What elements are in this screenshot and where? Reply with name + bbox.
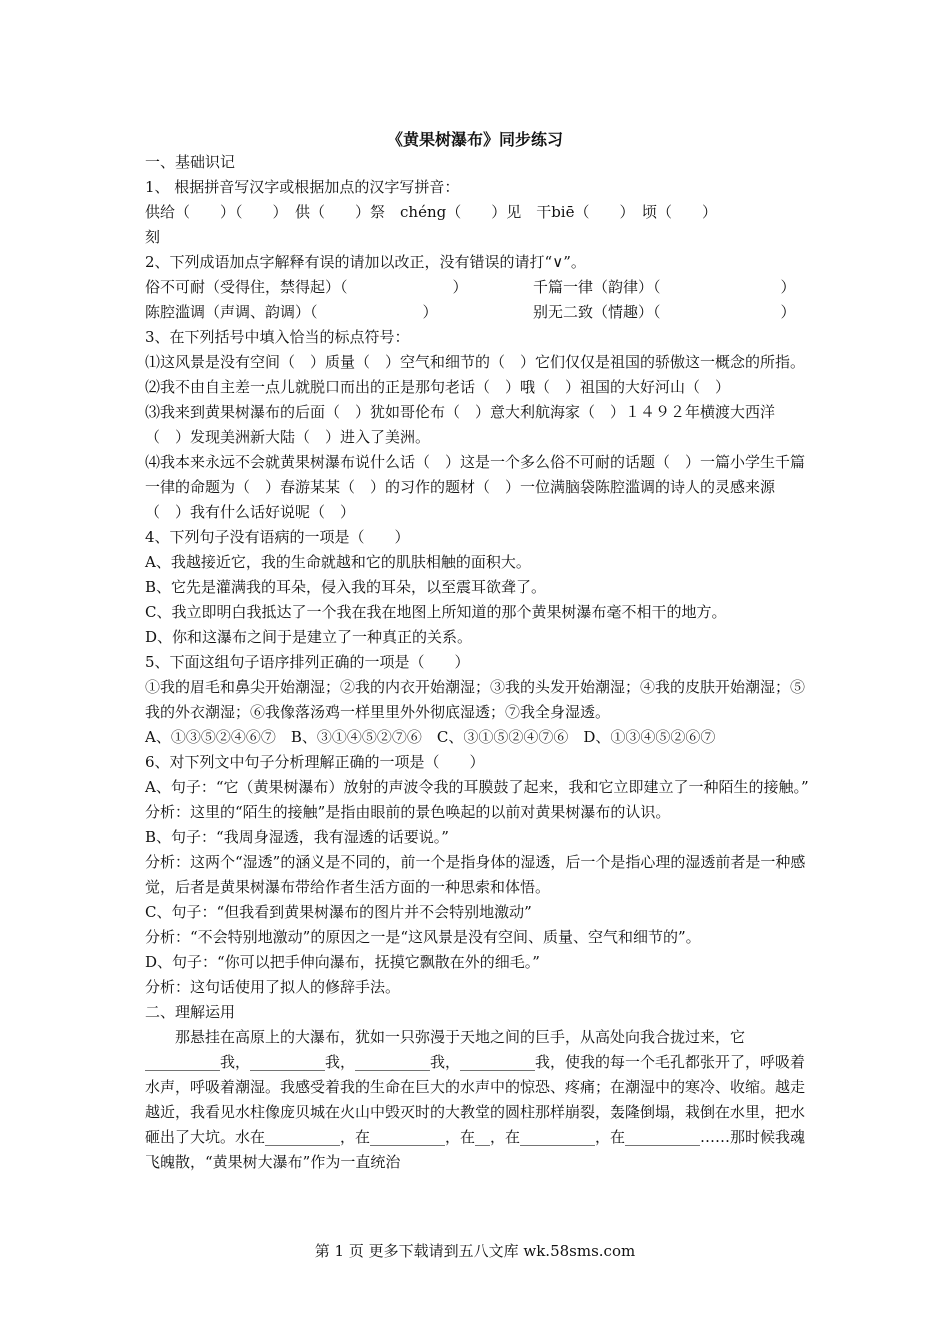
option-b: B、句子：“我周身湿透，我有湿透的话要说。” — [145, 828, 449, 846]
reading-passage: 那悬挂在高原上的大瀑布，犹如一只弥漫于天地之间的巨手，从高处向我合拢过来，它__________我，__________我，__________我，__________我，使我的每一个毛孔都张开了，呼吸着水声，呼吸着潮湿。我感受着我的生命在巨大的水声中的惊恐、疼痛；在潮湿中的寒冷、收缩。越走越近，我看见水柱像庞贝城在火山中毁灭时的大教堂的圆柱那样崩裂，轰隆倒塌，栽倒在水里，把水砸出了大坑。水在__________，在__________，在__，在__________，在__________……那时候我魂飞魄散，“黄果树大瀑布”作为一直统治 — [145, 1028, 806, 1171]
question-5-label: 5、下面这组句子语序排列正确的一项是（ ） — [145, 653, 470, 671]
question-5-body: ①我的眉毛和鼻尖开始潮湿；②我的内衣开始潮湿；③我的头发开始潮湿；④我的皮肤开始潮湿；⑤我的外衣潮湿；⑥我像落汤鸡一样里里外外彻底湿透；⑦我全身湿透。 — [145, 678, 806, 721]
question-4-label: 4、下列句子没有语病的一项是（ ） — [145, 528, 410, 546]
idiom-item: 千篇一律（韵律）（ ） — [533, 278, 796, 296]
question-3-sentence: ⑷我本来永远不会就黄果树瀑布说什么话（ ）这是一个多么俗不可耐的话题（ ）一篇小学生千篇一律的命题为（ ）春游某某（ ）的习作的题材（ ）一位满脑袋陈腔滥调的诗人的灵感来源（ ）我有什么话好说呢（ ） — [145, 453, 806, 521]
question-3-sentence: ⑵我不由自主差一点儿就脱口而出的正是那句老话（ ）哦（ ）祖国的大好河山（ ） — [145, 378, 731, 396]
option-c: C、我立即明白我抵达了一个我在我在地图上所知道的那个黄果树瀑布毫不相干的地方。 — [145, 603, 727, 621]
page-footer: 第 1 页 更多下载请到五八文库 wk.58sms.com — [314, 1242, 636, 1260]
section-heading: 二、理解运用 — [145, 1003, 236, 1021]
idiom-item: 别无二致（情趣）（ ） — [533, 303, 796, 321]
option-c: C、句子：“但我看到黄果树瀑布的图片并不会特别地激动” — [145, 903, 532, 921]
option-a: A、句子：“它（黄果树瀑布）放射的声波令我的耳膜鼓了起来，我和它立即建立了一种陌生的接触。” — [145, 778, 809, 796]
question-3-sentence: ⑴这风景是没有空间（ ）质量（ ）空气和细节的（ ）它们仅仅是祖国的骄傲这一概念的所指。 — [145, 353, 806, 371]
analysis-b: 分析：这两个“湿透”的涵义是不同的，前一个是指身体的湿透，后一个是指心理的湿透前者是一种感觉，后者是黄果树瀑布带给作者生活方面的一种思索和体悟。 — [145, 853, 806, 896]
question-3-sentence: ⑶我来到黄果树瀑布的后面（ ）犹如哥伦布（ ）意大利航海家（ ）１４９２年横渡大西洋（ ）发现美洲新大陆（ ）进入了美洲。 — [145, 403, 776, 446]
option-b: B、它先是灌满我的耳朵，侵入我的耳朵，以至震耳欲聋了。 — [145, 578, 547, 596]
page-title: 《黄果树瀑布》同步练习 — [386, 130, 563, 149]
question-2-row — [145, 300, 810, 325]
exercise-content — [145, 150, 810, 1175]
idiom-item: 俗不可耐（受得住，禁得起）（ ） — [145, 278, 468, 296]
section-heading: 一、基础识记 — [145, 153, 236, 171]
question-1-line-b: 刻 — [145, 228, 161, 246]
question-2-row — [145, 275, 810, 300]
question-1-label: 1、 根据拼音写汉字或根据加点的汉字写拼音： — [145, 178, 460, 196]
option-a: A、我越接近它，我的生命就越和它的肌肤相触的面积大。 — [145, 553, 531, 571]
analysis-c: 分析：“不会特别地激动”的原因之一是“这风景是没有空间、质量、空气和细节的”。 — [145, 928, 701, 946]
idiom-item: 陈腔滥调（声调、韵调）（ ） — [145, 303, 438, 321]
analysis-a: 分析：这里的“陌生的接触”是指由眼前的景色唤起的以前对黄果树瀑布的认识。 — [145, 803, 671, 821]
option-d: D、句子：“你可以把手伸向瀑布，抚摸它飘散在外的细毛。” — [145, 953, 540, 971]
question-1-line-a: 供给（ ）（ ） 供（ ）祭 chéng（ ）见 干biē（ ） 顷（ ） — [145, 203, 717, 221]
analysis-d: 分析：这句话使用了拟人的修辞手法。 — [145, 978, 401, 996]
question-3-label: 3、在下列括号中填入恰当的标点符号： — [145, 328, 410, 346]
question-5-options: A、①③⑤②④⑥⑦ B、③①④⑤②⑦⑥ C、③①⑤②④⑦⑥ D、①③④⑤②⑥⑦ — [145, 728, 716, 746]
option-d: D、你和这瀑布之间于是建立了一种真正的关系。 — [145, 628, 473, 646]
question-2-label: 2、下列成语加点字解释有误的请加以改正，没有错误的请打“∨”。 — [145, 253, 586, 271]
question-6-label: 6、对下列文中句子分析理解正确的一项是（ ） — [145, 753, 485, 771]
